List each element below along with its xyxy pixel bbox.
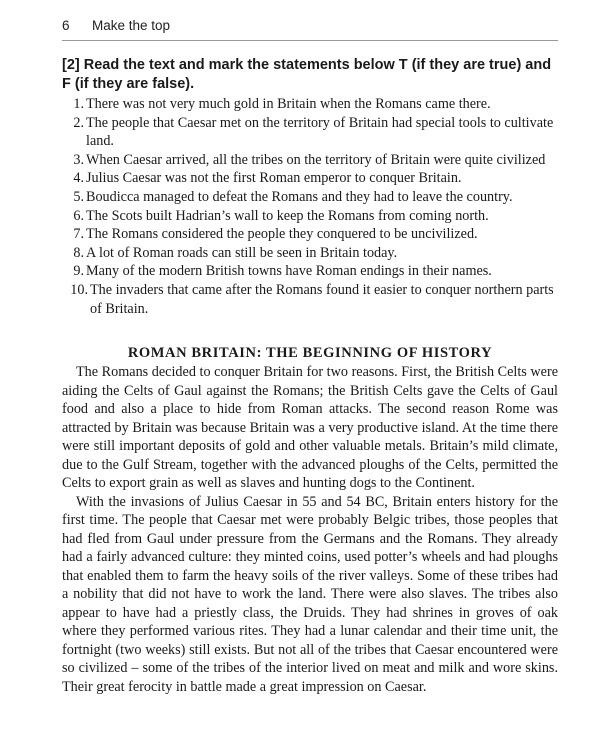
statement-number: 10 . [62, 281, 88, 300]
statement-number: 6 . [62, 207, 84, 226]
statement-item [62, 244, 562, 263]
statement-item [62, 169, 562, 188]
book-title: Make the top [92, 18, 171, 33]
statement-list [62, 95, 562, 318]
page-number: 6 [62, 18, 70, 33]
statement-item [62, 114, 562, 151]
statement-number: 3 . [62, 151, 84, 170]
statement-number: 2 . [62, 114, 84, 133]
statement-item [62, 188, 562, 207]
statement-text: The Romans considered the people they conquered to be uncivilized. [86, 226, 478, 243]
article-paragraph: With the invasions of Julius Caesar in 55 and 54 BC, Britain enters history for the first time. The people that Caesar met were probably Belgic tribes, those peoples that had fled from Gaul under pressure from the Germans and the Romans. They already had a fairly advanced culture: they minted coins, used potter’s wheels and had ploughs that enabled them to farm the heavy soils of the river valleys. Some of these tribes had a nobility that did not have to work the land. There were also slaves. The tribes also appear to have had a priestly class, the Druids. They had shrines in groves of oak where they performed various rites. They had a lunar calendar and their time unit, the fortnight (two weeks) still exists. But not all of the tribes that Caesar encountered were so civilized – some of the tribes of the interior lived on meat and milk and wore skins. Their great ferocity in battle made a great impression on Caesar. [62, 493, 558, 695]
statement-item [62, 207, 562, 226]
article-body [62, 363, 558, 696]
statement-item [62, 262, 562, 281]
statement-text: A lot of Roman roads can still be seen in Britain today. [86, 244, 398, 261]
page-header [62, 14, 558, 41]
statement-text: Julius Caesar was not the first Roman emperor to conquer Britain. [86, 170, 462, 187]
article-paragraph: The Romans decided to conquer Britain for two reasons. First, the British Celts were aiding the Celts of Gaul against the Romans; the British Celts gave the Celts of Gaul food and also a place to hide from Roman attacks. The second reason Rome was attracted by Britain was because Britain was a very productive island. At the time there were still important deposits of gold and other valuable metals. Britain’s mild climate, due to the Gulf Stream, together with the advanced ploughs of the Celts, permitted the Celts to export grain as well as slaves and hunting dogs to the Continent. [62, 364, 558, 491]
task-instruction: [2] Read the text and mark the statements below T (if they are true) and F (if they are false). [62, 57, 552, 92]
statement-item [62, 281, 562, 318]
statement-text: There was not very much gold in Britain when the Romans came there. [86, 96, 491, 112]
statement-text: The invaders that came after the Romans found it easier to conquer northern parts of Britain. [90, 281, 554, 317]
statement-text: Boudicca managed to defeat the Romans and they had to leave the country. [86, 188, 513, 205]
statement-number: 8 . [62, 244, 84, 263]
statement-item [62, 225, 562, 244]
statement-number: 1 . [62, 95, 84, 114]
statement-text: Many of the modern British towns have Roman endings in their names. [86, 263, 492, 280]
statement-number: 4 . [62, 169, 84, 188]
article-title: ROMAN BRITAIN: THE BEGINNING OF HISTORY [127, 345, 493, 361]
statement-number: 7 . [62, 225, 84, 244]
statement-item [62, 151, 562, 170]
statement-number: 5 . [62, 188, 84, 207]
statement-text: When Caesar arrived, all the tribes on the territory of Britain were quite civilized [86, 151, 546, 168]
statement-number: 9 . [62, 262, 84, 281]
statement-text: The people that Caesar met on the territory of Britain had special tools to cultivate land. [86, 114, 554, 150]
statement-item [62, 95, 562, 114]
statement-text: The Scots built Hadrian’s wall to keep the Romans from coming north. [86, 207, 489, 224]
